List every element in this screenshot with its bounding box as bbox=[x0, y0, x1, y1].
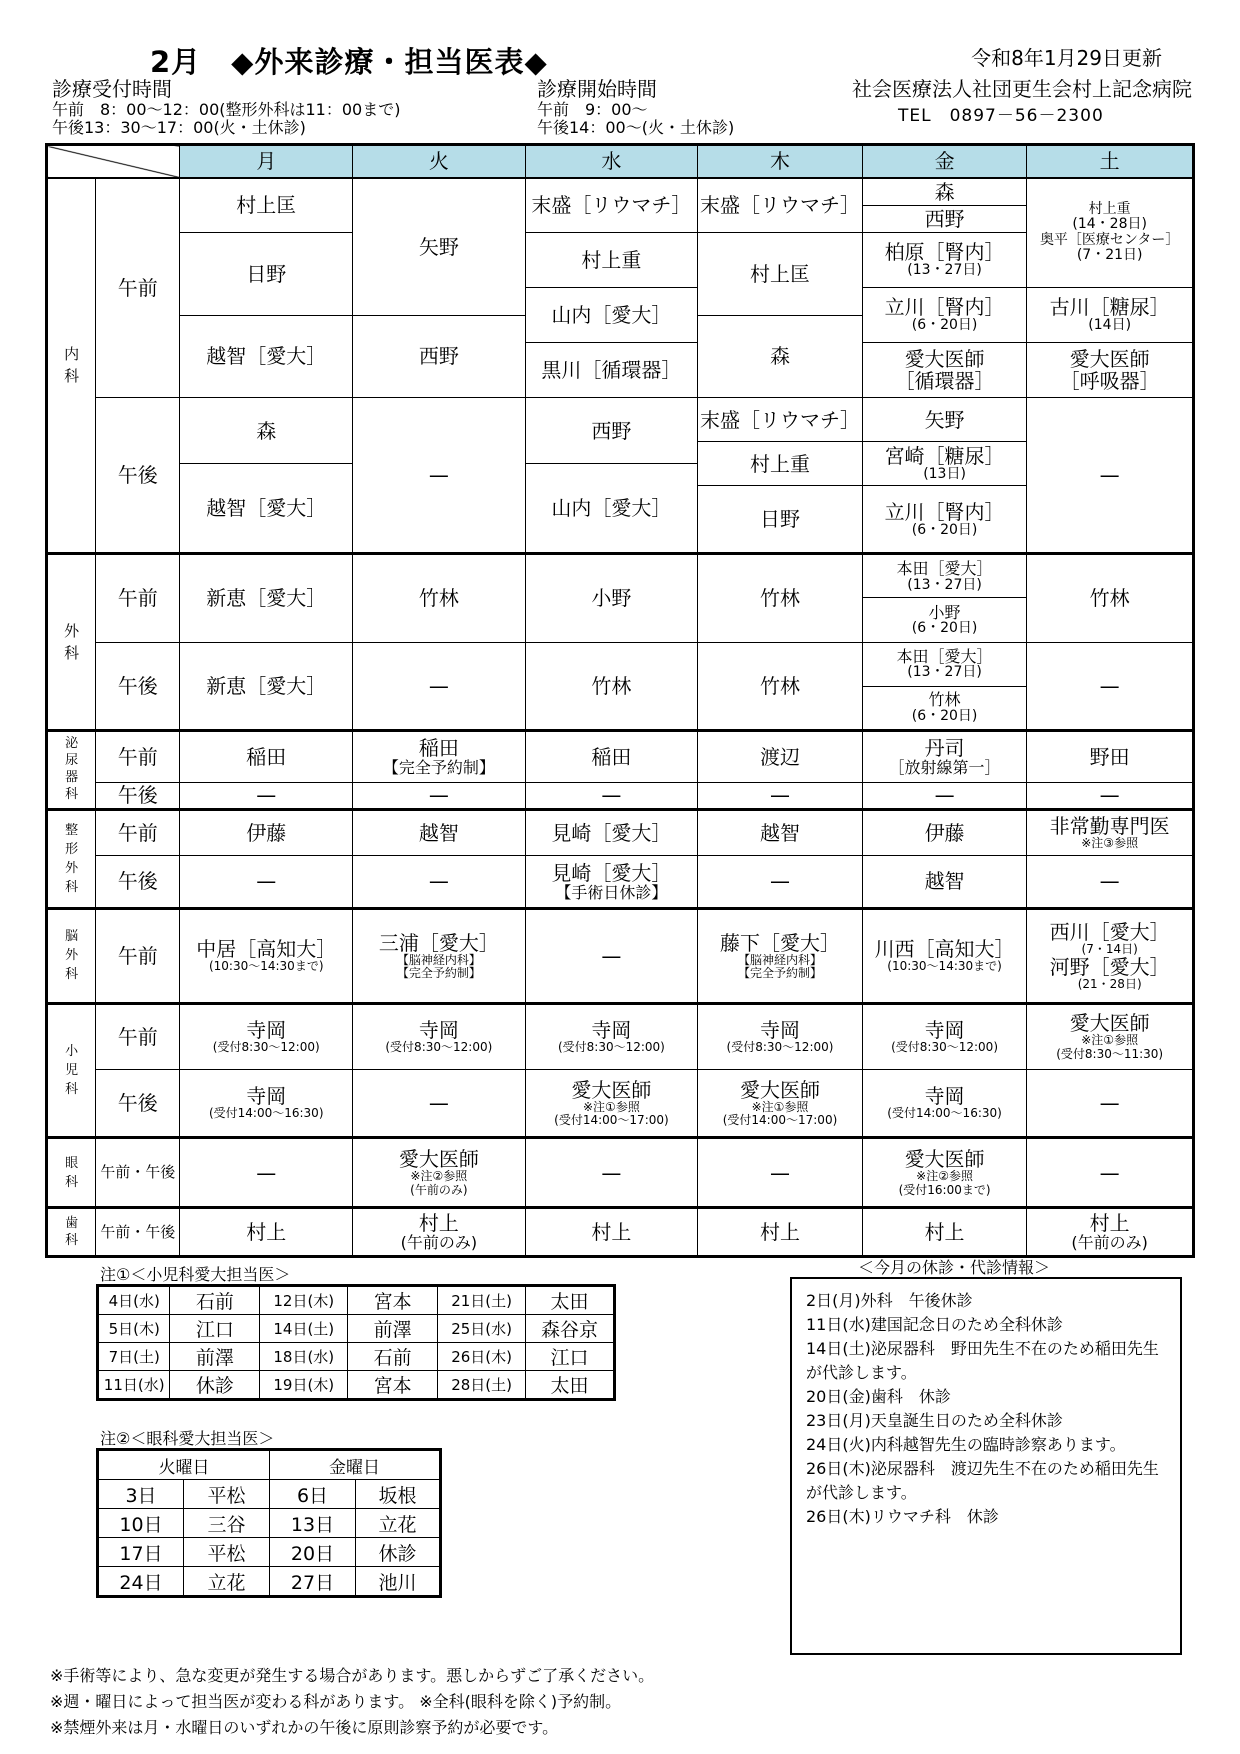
naika-am-mon-3: 越智［愛大］ bbox=[180, 315, 353, 398]
naika-pm-mon-2: 越智［愛大］ bbox=[180, 464, 353, 554]
note2-date: 27日 bbox=[270, 1567, 356, 1597]
start-pm: 午後14：00～(火・土休診) bbox=[537, 118, 735, 137]
note1-date: 12日(木) bbox=[260, 1286, 348, 1315]
period-am: 午前 bbox=[96, 908, 180, 1003]
footer-note-2: ※週・曜日によって担当医が変わる科があります。 ※全科(眼科を除く)予約制。 bbox=[50, 1692, 622, 1711]
note2-date: 20日 bbox=[270, 1538, 356, 1567]
reception-am: 午前 8：00～12：00(整形外科は11：00まで) bbox=[52, 100, 401, 119]
period-pm: 午後 bbox=[96, 398, 180, 554]
start-am: 午前 9：00～ bbox=[537, 100, 648, 119]
note1-doctor: 太田 bbox=[526, 1286, 615, 1315]
shika-thu: 村上 bbox=[698, 1208, 863, 1257]
naika-am-thu-3: 森 bbox=[698, 315, 863, 398]
closure-item: 24日(火)内科越智先生の臨時診察あります。 bbox=[806, 1435, 1126, 1454]
dept-naika: 内科 bbox=[47, 178, 96, 554]
shika-tue: 村上 (午前のみ) bbox=[353, 1208, 526, 1257]
geka-am-fri-2: 小野 (6・20日) bbox=[862, 598, 1027, 642]
hinyo-pm-sat: — bbox=[1027, 782, 1194, 809]
note1-doctor: 森谷京 bbox=[526, 1315, 615, 1343]
naika-am-sat-1: 村上重 (14・28日) 奥平［医療センター］ (7・21日) bbox=[1027, 178, 1194, 288]
reception-hours bbox=[52, 101, 400, 137]
dept-geka: 外科 bbox=[47, 554, 96, 730]
ganka-fri: 愛大医師 ※注②参照 (受付16:00まで) bbox=[862, 1137, 1027, 1207]
hinyo-am-mon: 稲田 bbox=[180, 730, 353, 782]
note1-date: 11日(水) bbox=[98, 1371, 170, 1400]
telephone: TEL 0897－56－2300 bbox=[898, 106, 1104, 126]
day-tue: 火 bbox=[353, 145, 526, 178]
period-am: 午前 bbox=[96, 730, 180, 782]
hinyo-am-wed: 稲田 bbox=[525, 730, 698, 782]
seikei-pm-fri: 越智 bbox=[862, 856, 1027, 909]
period-pm: 午後 bbox=[96, 856, 180, 909]
naika-am-sat-2: 古川［糖尿］ (14日) bbox=[1027, 288, 1194, 343]
note2-doctor: 坂根 bbox=[356, 1480, 441, 1509]
dept-ganka: 眼科 bbox=[47, 1137, 96, 1207]
note2-row bbox=[98, 1538, 441, 1567]
naika-am-wed-3: 山内［愛大］ bbox=[525, 288, 698, 343]
naika-pm-wed-1: 西野 bbox=[525, 398, 698, 464]
ganka-tue: 愛大医師 ※注②参照 (午前のみ) bbox=[353, 1137, 526, 1207]
note1-doctor: 太田 bbox=[526, 1371, 615, 1400]
note2-doctor: 休診 bbox=[356, 1538, 441, 1567]
reception-hours-title: 診療受付時間 bbox=[52, 77, 172, 101]
closure-item: 23日(月)天皇誕生日のため全科休診 bbox=[806, 1411, 1063, 1430]
naika-am-mon-1: 村上匡 bbox=[180, 178, 353, 233]
shika-wed: 村上 bbox=[525, 1208, 698, 1257]
geka-pm-sat: — bbox=[1027, 642, 1194, 730]
day-header-row bbox=[47, 145, 1194, 178]
shoni-am-wed: 寺岡 (受付8:30～12:00) bbox=[525, 1003, 698, 1069]
note1-doctor: 休診 bbox=[170, 1371, 260, 1400]
hospital-name: 社会医療法人社団更生会村上記念病院 bbox=[852, 77, 1192, 101]
naika-am-mon-2: 日野 bbox=[180, 233, 353, 316]
period-am: 午前 bbox=[96, 554, 180, 642]
nou-wed: — bbox=[525, 908, 698, 1003]
hinyo-am-tue: 稲田 【完全予約制】 bbox=[353, 730, 526, 782]
note2-head-fri: 金曜日 bbox=[270, 1450, 441, 1480]
hinyo-am-thu: 渡辺 bbox=[698, 730, 863, 782]
naika-am-fri-4: 立川［腎内］ (6・20日) bbox=[862, 288, 1027, 343]
geka-pm-thu: 竹林 bbox=[698, 642, 863, 730]
seikei-pm-thu: — bbox=[698, 856, 863, 909]
seikei-am-wed: 見崎［愛大］ bbox=[525, 809, 698, 855]
note1-date: 5日(木) bbox=[98, 1315, 170, 1343]
note1-row bbox=[98, 1343, 615, 1371]
seikei-pm-tue: — bbox=[353, 856, 526, 909]
closure-item: 26日(木)リウマチ科 休診 bbox=[806, 1507, 999, 1526]
dept-shika: 歯科 bbox=[47, 1208, 96, 1257]
geka-pm-tue: — bbox=[353, 642, 526, 730]
hinyo-pm-fri: — bbox=[862, 782, 1027, 809]
shoni-am-tue: 寺岡 (受付8:30～12:00) bbox=[353, 1003, 526, 1069]
naika-am-fri-5: 愛大医師 ［循環器］ bbox=[862, 343, 1027, 398]
update-date: 令和8年1月29日更新 bbox=[971, 46, 1162, 70]
period-am: 午前 bbox=[96, 178, 180, 398]
nou-sat: 西川［愛大］ (7・14日) 河野［愛大］ (21・28日) bbox=[1027, 908, 1194, 1003]
period-ampm: 午前・午後 bbox=[96, 1137, 180, 1207]
shoni-pm-mon: 寺岡 (受付14:00～16:30) bbox=[180, 1069, 353, 1137]
geka-am-mon: 新恵［愛大］ bbox=[180, 554, 353, 642]
note2-doctor: 平松 bbox=[184, 1538, 270, 1567]
shika-sat: 村上 (午前のみ) bbox=[1027, 1208, 1194, 1257]
geka-pm-mon: 新恵［愛大］ bbox=[180, 642, 353, 730]
seikei-am-fri: 伊藤 bbox=[862, 809, 1027, 855]
dept-seikei: 整形外科 bbox=[47, 809, 96, 908]
nou-tue: 三浦［愛大］ 【脳神経内科】 【完全予約制】 bbox=[353, 908, 526, 1003]
period-ampm: 午前・午後 bbox=[96, 1208, 180, 1257]
note2-row bbox=[98, 1480, 441, 1509]
note2-date: 10日 bbox=[98, 1509, 184, 1538]
note2-head-tue: 火曜日 bbox=[98, 1450, 270, 1480]
naika-am-wed-1: 末盛［リウマチ］ bbox=[525, 178, 698, 233]
note1-doctor: 宮本 bbox=[348, 1371, 438, 1400]
naika-am-fri-2: 西野 bbox=[862, 205, 1027, 233]
naika-pm-thu-1: 末盛［リウマチ］ bbox=[698, 398, 863, 442]
naika-am-tue-1: 矢野 bbox=[353, 178, 526, 316]
geka-pm-wed: 竹林 bbox=[525, 642, 698, 730]
naika-am-wed-4: 黒川［循環器］ bbox=[525, 343, 698, 398]
hinyo-am-fri: 丹司 ［放射線第一］ bbox=[862, 730, 1027, 782]
note1-title: 注①＜小児科愛大担当医＞ bbox=[100, 1265, 291, 1284]
period-pm: 午後 bbox=[96, 782, 180, 809]
seikei-am-mon: 伊藤 bbox=[180, 809, 353, 855]
seikei-pm-sat: — bbox=[1027, 856, 1194, 909]
closure-item: 20日(金)歯科 休診 bbox=[806, 1387, 951, 1406]
shoni-pm-thu: 愛大医師 ※注①参照 (受付14:00～17:00) bbox=[698, 1069, 863, 1137]
naika-am-fri-3: 柏原［腎内］ (13・27日) bbox=[862, 233, 1027, 288]
dept-nou: 脳外科 bbox=[47, 908, 96, 1003]
seikei-am-sat: 非常勤専門医 ※注③参照 bbox=[1027, 809, 1194, 855]
dept-shoni: 小児科 bbox=[47, 1003, 96, 1137]
ganka-sat: — bbox=[1027, 1137, 1194, 1207]
note2-date: 13日 bbox=[270, 1509, 356, 1538]
note1-date: 19日(木) bbox=[260, 1371, 348, 1400]
naika-pm-fri-3: 立川［腎内］ (6・20日) bbox=[862, 486, 1027, 554]
naika-pm-fri-2: 宮崎［糖尿］ (13日) bbox=[862, 442, 1027, 486]
note1-date: 26日(木) bbox=[438, 1343, 526, 1371]
corner-cell bbox=[47, 145, 180, 178]
period-pm: 午後 bbox=[96, 642, 180, 730]
geka-am-sat: 竹林 bbox=[1027, 554, 1194, 642]
note1-date: 25日(水) bbox=[438, 1315, 526, 1343]
naika-am-fri-1: 森 bbox=[862, 178, 1027, 206]
note1-date: 14日(土) bbox=[260, 1315, 348, 1343]
naika-pm-sat: — bbox=[1027, 398, 1194, 554]
note2-date: 17日 bbox=[98, 1538, 184, 1567]
day-wed: 水 bbox=[525, 145, 698, 178]
period-am: 午前 bbox=[96, 1003, 180, 1069]
footer-note-1: ※手術等により、急な変更が発生する場合があります。悪しからずご了承ください。 bbox=[50, 1666, 655, 1685]
ganka-mon: — bbox=[180, 1137, 353, 1207]
note1-date: 28日(土) bbox=[438, 1371, 526, 1400]
hinyo-am-sat: 野田 bbox=[1027, 730, 1194, 782]
note1-doctor: 石前 bbox=[170, 1286, 260, 1315]
naika-pm-tue: — bbox=[353, 398, 526, 554]
note2-date: 3日 bbox=[98, 1480, 184, 1509]
start-hours bbox=[537, 101, 734, 137]
closure-title: ＜今月の休診・代診情報＞ bbox=[858, 1258, 1051, 1277]
geka-am-thu: 竹林 bbox=[698, 554, 863, 642]
note2-doctor: 立花 bbox=[356, 1509, 441, 1538]
geka-am-fri-1: 本田［愛大］ (13・27日) bbox=[862, 554, 1027, 598]
shoni-am-mon: 寺岡 (受付8:30～12:00) bbox=[180, 1003, 353, 1069]
closure-list bbox=[790, 1277, 1182, 1655]
note2-title: 注②＜眼科愛大担当医＞ bbox=[100, 1429, 275, 1448]
nou-thu: 藤下［愛大］ 【脳神経内科】 【完全予約制】 bbox=[698, 908, 863, 1003]
page-title: 2月 ◆外来診療・担当医表◆ bbox=[150, 45, 548, 79]
note2-doctor: 平松 bbox=[184, 1480, 270, 1509]
shoni-pm-fri: 寺岡 (受付14:00～16:30) bbox=[862, 1069, 1027, 1137]
naika-am-sat-3: 愛大医師 ［呼吸器］ bbox=[1027, 343, 1194, 398]
note1-doctor: 前澤 bbox=[348, 1315, 438, 1343]
naika-am-tue-2: 西野 bbox=[353, 315, 526, 398]
seikei-am-thu: 越智 bbox=[698, 809, 863, 855]
note1-doctor: 江口 bbox=[526, 1343, 615, 1371]
note1-row bbox=[98, 1315, 615, 1343]
geka-pm-fri-1: 本田［愛大］ (13・27日) bbox=[862, 642, 1027, 686]
naika-pm-fri-1: 矢野 bbox=[862, 398, 1027, 442]
naika-pm-thu-3: 日野 bbox=[698, 486, 863, 554]
day-sat: 土 bbox=[1027, 145, 1194, 178]
dept-hinyo: 泌尿器科 bbox=[47, 730, 96, 809]
note1-table bbox=[96, 1284, 616, 1401]
seikei-pm-wed: 見崎［愛大］ 【手術日休診】 bbox=[525, 856, 698, 909]
note2-date: 24日 bbox=[98, 1567, 184, 1597]
nou-fri: 川西［高知大］ (10:30～14:30まで) bbox=[862, 908, 1027, 1003]
shoni-pm-wed: 愛大医師 ※注①参照 (受付14:00～17:00) bbox=[525, 1069, 698, 1137]
hinyo-pm-thu: — bbox=[698, 782, 863, 809]
naika-am-thu-1: 末盛［リウマチ］ bbox=[698, 178, 863, 233]
note1-row bbox=[98, 1286, 615, 1315]
note1-doctor: 宮本 bbox=[348, 1286, 438, 1315]
day-fri: 金 bbox=[862, 145, 1027, 178]
closure-item: 2日(月)外科 午後休診 bbox=[806, 1291, 973, 1310]
shoni-pm-tue: — bbox=[353, 1069, 526, 1137]
nou-mon: 中居［高知大］ (10:30～14:30まで) bbox=[180, 908, 353, 1003]
start-hours-title: 診療開始時間 bbox=[537, 77, 657, 101]
shoni-am-sat: 愛大医師 ※注①参照 (受付8:30～11:30) bbox=[1027, 1003, 1194, 1069]
schedule-table bbox=[45, 143, 1195, 1258]
note2-doctor: 三谷 bbox=[184, 1509, 270, 1538]
note1-doctor: 石前 bbox=[348, 1343, 438, 1371]
closure-item: 14日(土)泌尿器科 野田先生不在のため稲田先生が代診します。 bbox=[806, 1339, 1159, 1382]
geka-pm-fri-2: 竹林 (6・20日) bbox=[862, 686, 1027, 730]
reception-pm: 午後13：30～17：00(火・土休診) bbox=[52, 118, 306, 137]
shika-mon: 村上 bbox=[180, 1208, 353, 1257]
shoni-am-fri: 寺岡 (受付8:30～12:00) bbox=[862, 1003, 1027, 1069]
seikei-am-tue: 越智 bbox=[353, 809, 526, 855]
note2-row bbox=[98, 1567, 441, 1597]
note2-doctor: 立花 bbox=[184, 1567, 270, 1597]
note1-row bbox=[98, 1371, 615, 1400]
note1-doctor: 江口 bbox=[170, 1315, 260, 1343]
note1-date: 7日(土) bbox=[98, 1343, 170, 1371]
closure-item: 26日(木)泌尿器科 渡辺先生不在のため稲田先生が代診します。 bbox=[806, 1459, 1159, 1502]
note1-doctor: 前澤 bbox=[170, 1343, 260, 1371]
period-pm: 午後 bbox=[96, 1069, 180, 1137]
note1-date: 21日(土) bbox=[438, 1286, 526, 1315]
hinyo-pm-wed: — bbox=[525, 782, 698, 809]
hinyo-pm-tue: — bbox=[353, 782, 526, 809]
day-mon: 月 bbox=[180, 145, 353, 178]
note1-date: 4日(水) bbox=[98, 1286, 170, 1315]
closure-item: 11日(水)建国記念日のため全科休診 bbox=[806, 1315, 1063, 1334]
note2-table bbox=[96, 1448, 442, 1598]
geka-am-tue: 竹林 bbox=[353, 554, 526, 642]
period-am: 午前 bbox=[96, 809, 180, 855]
naika-am-thu-2: 村上匡 bbox=[698, 233, 863, 316]
naika-pm-wed-2: 山内［愛大］ bbox=[525, 464, 698, 554]
ganka-thu: — bbox=[698, 1137, 863, 1207]
day-thu: 木 bbox=[698, 145, 863, 178]
shoni-pm-sat: — bbox=[1027, 1069, 1194, 1137]
naika-pm-mon-1: 森 bbox=[180, 398, 353, 464]
note2-row bbox=[98, 1509, 441, 1538]
hinyo-pm-mon: — bbox=[180, 782, 353, 809]
footer-note-3: ※禁煙外来は月・水曜日のいずれかの午後に原則診察予約が必要です。 bbox=[50, 1718, 559, 1737]
seikei-pm-mon: — bbox=[180, 856, 353, 909]
note1-date: 18日(水) bbox=[260, 1343, 348, 1371]
ganka-wed: — bbox=[525, 1137, 698, 1207]
naika-am-wed-2: 村上重 bbox=[525, 233, 698, 288]
shoni-am-thu: 寺岡 (受付8:30～12:00) bbox=[698, 1003, 863, 1069]
naika-pm-thu-2: 村上重 bbox=[698, 442, 863, 486]
note2-date: 6日 bbox=[270, 1480, 356, 1509]
geka-am-wed: 小野 bbox=[525, 554, 698, 642]
shika-fri: 村上 bbox=[862, 1208, 1027, 1257]
note2-doctor: 池川 bbox=[356, 1567, 441, 1597]
